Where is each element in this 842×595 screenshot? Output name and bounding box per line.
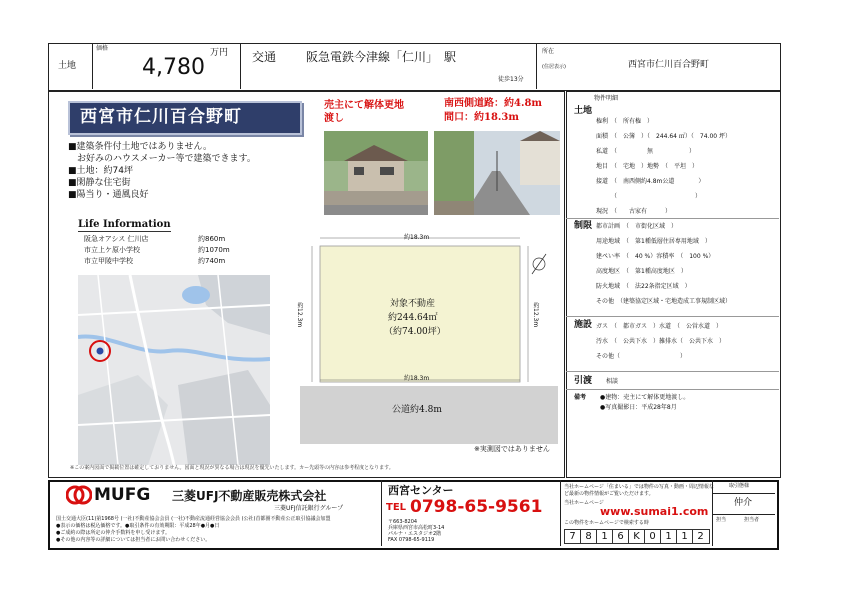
limit-row: 都市計画 （ 市街化区域 ） bbox=[596, 223, 678, 230]
facility-distance: 約1070m bbox=[198, 246, 230, 254]
license-text: 国土交通大臣(11)第1968号 (一社)不動産協会会員 (一社)不動産流通経営協会会員 (公社)首都圏不動産公正取引協議会加盟 bbox=[56, 516, 331, 522]
remark-item: ●建物：売主にて解体更地渡し。 bbox=[600, 394, 690, 401]
divider bbox=[566, 389, 779, 390]
land-section-rows bbox=[596, 119, 731, 224]
plan-top-dimension: 約18.3m bbox=[404, 234, 430, 241]
life-info-item bbox=[84, 257, 226, 269]
limits-section-rows bbox=[596, 224, 731, 314]
land-row: 面積 （ 公簿 ）（ 244.64 ㎡）（ 74.00 坪） bbox=[596, 133, 731, 140]
feature-item: ■土地：約74坪 bbox=[68, 166, 133, 176]
divider bbox=[566, 316, 779, 317]
plot-plan-drawing bbox=[296, 228, 558, 458]
feature-item: お好みのハウスメーカー等で建築できます。 bbox=[68, 154, 256, 164]
photo-caption-frontage: 間口：約18.3m bbox=[444, 112, 519, 123]
code-note: この物件をホームページで検索する時 bbox=[564, 520, 649, 526]
footer-note: ●その他の内容等の詳細については担当者にお問い合わせください。 bbox=[56, 537, 211, 543]
feature-item: ■閑静な住宅街 bbox=[68, 178, 131, 188]
footer-divider bbox=[560, 480, 561, 546]
code-digit: 1 bbox=[597, 530, 613, 543]
life-info-title: Life Information bbox=[78, 219, 171, 230]
road-photo-image bbox=[434, 131, 560, 215]
remarks-list bbox=[600, 395, 689, 415]
deal-mode-label: 取引態様 bbox=[729, 483, 750, 489]
brand-name: MUFG bbox=[94, 485, 151, 505]
feature-item: ■陽当り・通風良好 bbox=[68, 190, 149, 200]
land-row: 権利 （ 所有権 ） bbox=[596, 118, 654, 125]
location-label: 所在 bbox=[542, 48, 555, 55]
facility-row: ガス （ 都市ガス ）水道 （ 公営水道 ） bbox=[596, 323, 723, 330]
limit-row: 建ぺい率 （ 40 %）容積率 （ 100 %） bbox=[596, 253, 715, 260]
postal-code: 〒663-8204 bbox=[388, 519, 418, 525]
limits-section-head: 制限 bbox=[574, 221, 593, 231]
railway-line: 阪急電鉄今津線「仁川」 駅 bbox=[306, 50, 457, 64]
plan-left-dimension: 約12.3m bbox=[296, 302, 303, 328]
land-row: 接道 （ 南西側約4.8m公道 ） bbox=[596, 178, 705, 185]
feature-item: ■建築条件付土地ではありません。 bbox=[68, 142, 213, 152]
house-photo bbox=[324, 131, 428, 215]
office-name: 西宮センター bbox=[388, 484, 454, 497]
facilities-section-rows bbox=[596, 324, 725, 369]
code-digit: 1 bbox=[661, 530, 677, 543]
code-digit: 6 bbox=[613, 530, 629, 543]
company-name: 三菱UFJ不動産販売株式会社 bbox=[172, 489, 327, 503]
plot-plan bbox=[296, 228, 558, 458]
land-label: 土地 bbox=[58, 61, 77, 71]
deal-mode-value: 仲介 bbox=[734, 498, 753, 508]
area-map-drawing bbox=[78, 275, 270, 465]
area-map bbox=[78, 275, 270, 465]
divider bbox=[566, 218, 779, 219]
code-digit: 1 bbox=[677, 530, 693, 543]
area-title: 西宮市仁川百合野町 bbox=[80, 107, 242, 127]
tel-number[interactable]: 0798-65-9561 bbox=[410, 497, 543, 517]
plan-right-dimension: 約12.3m bbox=[532, 302, 539, 328]
code-digit: 0 bbox=[645, 530, 661, 543]
price-label: 価格 bbox=[96, 45, 109, 52]
plan-road-label: 公道約4.8m bbox=[392, 405, 442, 415]
office-address bbox=[388, 520, 444, 544]
plan-note: ※実測図ではありません bbox=[474, 445, 550, 453]
feature-list bbox=[68, 143, 256, 200]
address-line: 兵庫県西宮市高松町3-14 bbox=[388, 525, 445, 531]
price-cell bbox=[92, 43, 241, 89]
location-cell bbox=[536, 43, 779, 89]
house-photo-image bbox=[324, 131, 428, 215]
footer-note: ●表示の価格は税込価格です。●取引条件の有効期限：平成28年●月●日 bbox=[56, 523, 220, 529]
facility-distance: 約860m bbox=[198, 235, 226, 243]
plan-label-subject: 対象不動産 bbox=[390, 299, 436, 309]
property-code-box bbox=[564, 529, 710, 544]
land-row: （ ） bbox=[596, 193, 702, 200]
land-section-head: 土地 bbox=[574, 106, 593, 116]
divider bbox=[566, 371, 779, 372]
plan-label-tsubo: （約74.00坪） bbox=[384, 327, 446, 337]
plan-bottom-dimension: 約18.3m bbox=[404, 375, 430, 382]
footer-legal bbox=[56, 517, 374, 545]
transport-label: 交通 bbox=[252, 50, 277, 64]
land-row: 私道 （ 無 ） bbox=[596, 148, 696, 155]
facilities-section-head: 施設 bbox=[574, 320, 593, 330]
company-group: 三菱UFJ信託銀行グループ bbox=[274, 505, 344, 512]
limit-row: 用途地域 （ 第1種低層住居専用地域 ） bbox=[596, 238, 711, 245]
limit-row: 高度地区 （ 第1種高度地区 ） bbox=[596, 268, 687, 275]
code-digit: 2 bbox=[697, 531, 704, 542]
code-digit: 8 bbox=[581, 530, 597, 543]
code-digit: K bbox=[629, 530, 645, 543]
life-info-list bbox=[84, 235, 230, 269]
delivery-section-head: 引渡 bbox=[574, 376, 593, 386]
facility-name: 阪急オアシス 仁川店 bbox=[84, 235, 149, 243]
remark-item: ●写真撮影日：平成28年8月 bbox=[600, 404, 677, 411]
deal-mode-head-cell bbox=[712, 480, 775, 494]
footer-note: ●ご成約の際は所定の仲介手数料を申し受けます。 bbox=[56, 530, 170, 536]
web-label: 当社ホームページ bbox=[564, 500, 604, 506]
staff-value: 担当者 bbox=[744, 517, 760, 523]
facility-row: その他（ ） bbox=[596, 353, 687, 360]
photo-caption-road: 南西側道路：約4.8m bbox=[444, 98, 542, 109]
fax-number: FAX 0798-65-9119 bbox=[388, 537, 435, 543]
web-promo: 当社ホームページ「住まいる」では物件の写真・動画・周辺情報など最新の物件情報がご覧いただけます。 bbox=[564, 484, 714, 497]
photo-caption-left: 売主にて解体更地渡し bbox=[324, 100, 404, 124]
price-value: 4,780 bbox=[142, 55, 205, 80]
mufg-logo-mark bbox=[66, 485, 92, 505]
land-row: 現況 （ 古家有 ） bbox=[596, 208, 672, 215]
plan-label-area: 約244.64㎡ bbox=[388, 313, 438, 323]
limit-row: その他 （建築協定区域・宅地造成工事規制区域） bbox=[596, 298, 732, 305]
land-row: 地目 （ 宅地 ）地勢 （ 平坦 ） bbox=[596, 163, 699, 170]
staff-label: 担当 bbox=[716, 517, 727, 523]
summary-title: 物件明細 bbox=[594, 95, 619, 102]
address-building: パルナ・エスタジオ2階 bbox=[388, 531, 442, 537]
mufg-logo-icon bbox=[66, 485, 92, 505]
area-title-banner bbox=[68, 101, 302, 135]
remarks-head: 備考 bbox=[574, 394, 587, 401]
location-value: 西宮市仁川百合野町 bbox=[628, 60, 710, 70]
map-disclaimer: ※この案内図面で掲載位置は確定しておりません。図面と現況が異なる場合は現況を優先いたします。カー先頭等の内容は参考程度となります。 bbox=[70, 465, 394, 471]
divider bbox=[712, 514, 775, 515]
code-digit: 7 bbox=[565, 530, 581, 543]
website-url[interactable]: www.sumai1.com bbox=[600, 505, 709, 518]
flyer-sheet bbox=[48, 43, 779, 550]
transport-cell bbox=[240, 43, 537, 89]
facility-name: 市立甲陵中学校 bbox=[84, 257, 133, 265]
limit-row: 防火地域 （ 法22条指定区域 ） bbox=[596, 283, 691, 290]
price-unit: 万円 bbox=[210, 48, 229, 58]
location-sub: (住居表示) bbox=[542, 64, 566, 70]
facility-distance: 約740m bbox=[198, 257, 226, 265]
walk-time: 徒歩13分 bbox=[498, 76, 524, 83]
footer-divider bbox=[381, 480, 382, 546]
road-photo bbox=[434, 131, 560, 215]
delivery-value: 相談 bbox=[606, 378, 619, 385]
land-label-cell bbox=[48, 43, 93, 89]
facility-name: 市立上ケ原小学校 bbox=[84, 246, 140, 254]
tel-label[interactable]: TEL bbox=[386, 502, 407, 513]
facility-row: 汚水 （ 公共下水 ）雑排水（ 公共下水 ） bbox=[596, 338, 726, 345]
